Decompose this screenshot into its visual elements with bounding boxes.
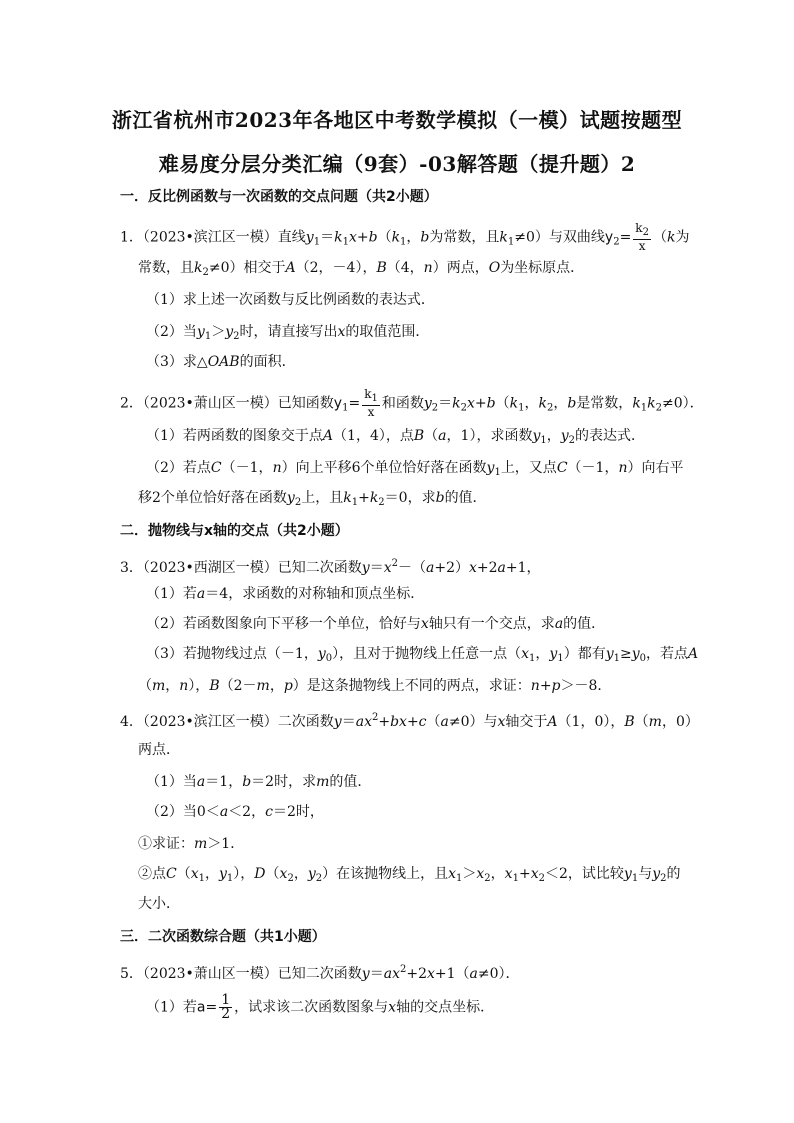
- fraction-one-half: $\frac{1}{2}$: [221, 992, 231, 1022]
- question-2-part-2-cont: 移2个单位恰好落在函数$y_2$上，且$k_1+k_2=0$，求b的值．: [138, 490, 487, 508]
- question-2-part-1: （1）若两函数的图象交于点A（1，4），点B（a，1），求函数$y_1$，$y_2$的表达式．: [146, 428, 646, 446]
- question-5-part-1: （1）若a= $\frac{1}{2}$ ，试求该二次函数图象与x轴的交点坐标．: [146, 992, 495, 1022]
- question-4-part-2: （2）当0＜a＜2，c＝2时，: [146, 804, 324, 820]
- question-4-sub-2: ②点$C(x_1$，$y_1$），$D(x_2$，$y_2$）在该抛物线上，且$x_1>x_2$，$x_1+x_2<2$，试比较$y_1$与$y_2$的: [138, 866, 681, 884]
- question-1-line-1: 1．（2023•滨江区一模）直线$y_1=k_1x+b(k_1$，b为常数，且$k_1\ne 0$）与双曲线$y_2=$ $\frac{k_2}{x}$ （k为: [120, 221, 690, 253]
- question-4-line-1: 4．（2023•滨江区一模）二次函数$y=ax^2+bx+c(a\ne 0)$与x轴交于A（1，0），B（m，0）: [120, 712, 699, 730]
- question-5-line-1: 5．（2023•萧山区一模）已知二次函数$y=ax^2+2x+1(a\ne 0)$．: [120, 964, 520, 982]
- question-3-line-1: 3．（2023•西湖区一模）已知二次函数$y=x^2-(a+2)x+2a+1$，: [120, 558, 541, 576]
- question-3-part-3-cont: （m，n），B（2－m，p）是这条抛物线上不同的两点，求证：n+p＞－8．: [138, 678, 612, 694]
- question-4-line-2: 两点．: [138, 742, 180, 758]
- question-3-part-1: （1）若a＝4，求函数的对称轴和顶点坐标．: [146, 586, 425, 602]
- section-heading-1: 一．反比例函数与一次函数的交点问题（共2小题）: [120, 189, 438, 205]
- question-3-part-2: （2）若函数图象向下平移一个单位，恰好与x轴只有一个交点，求a的值．: [146, 616, 606, 632]
- question-4-sub-1: ①求证：m＞1．: [138, 836, 245, 852]
- question-4-part-1: （1）当a＝1，b＝2时，求m的值．: [146, 774, 372, 790]
- question-1-line-2: 常数，且$k_2\ne 0$）相交于A（2，－4），B（4，n）两点，O为坐标原点．: [138, 260, 585, 278]
- document-title-line-2: 难易度分层分类汇编（9套）-03解答题（提升题）2: [158, 152, 636, 176]
- fraction-k2-over-x: $\frac{k_2}{x}$: [635, 221, 649, 253]
- question-3-part-3: （3）若抛物线过点（－1，$y_0$），且对于抛物线上任意一点（$x_1$，$y_1$）都有$y_1\ge y_0$，若点A: [146, 646, 699, 664]
- question-1-part-3: （3）求△OAB的面积．: [146, 354, 296, 370]
- question-4-sub-2-cont: 大小．: [138, 896, 180, 912]
- document-title-line-1: 浙江省杭州市2023年各地区中考数学模拟（一模）试题按题型: [111, 108, 683, 132]
- question-2-part-2: （2）若点C（－1，n）向上平移6个单位恰好落在函数$y_1$上，又点C（－1，n）向右平: [146, 460, 684, 478]
- question-1-part-1: （1）求上述一次函数与反比例函数的表达式．: [146, 292, 435, 308]
- question-2-line-1: 2．（2023•萧山区一模）已知函数$y_1=$ $\frac{k_1}{x}$ 和函数$y_2=k_2x+b(k_1$，$k_2$，b是常数，$k_1k_2\ne 0$）．: [120, 387, 704, 419]
- section-heading-2: 二．抛物线与x轴的交点（共2小题）: [120, 523, 349, 539]
- question-1-part-2: （2）当$y_1>y_2$时，请直接写出x的取值范围．: [146, 324, 430, 342]
- section-heading-3: 三．二次函数综合题（共1小题）: [120, 929, 326, 945]
- fraction-k1-over-x: $\frac{k_1}{x}$: [364, 387, 378, 419]
